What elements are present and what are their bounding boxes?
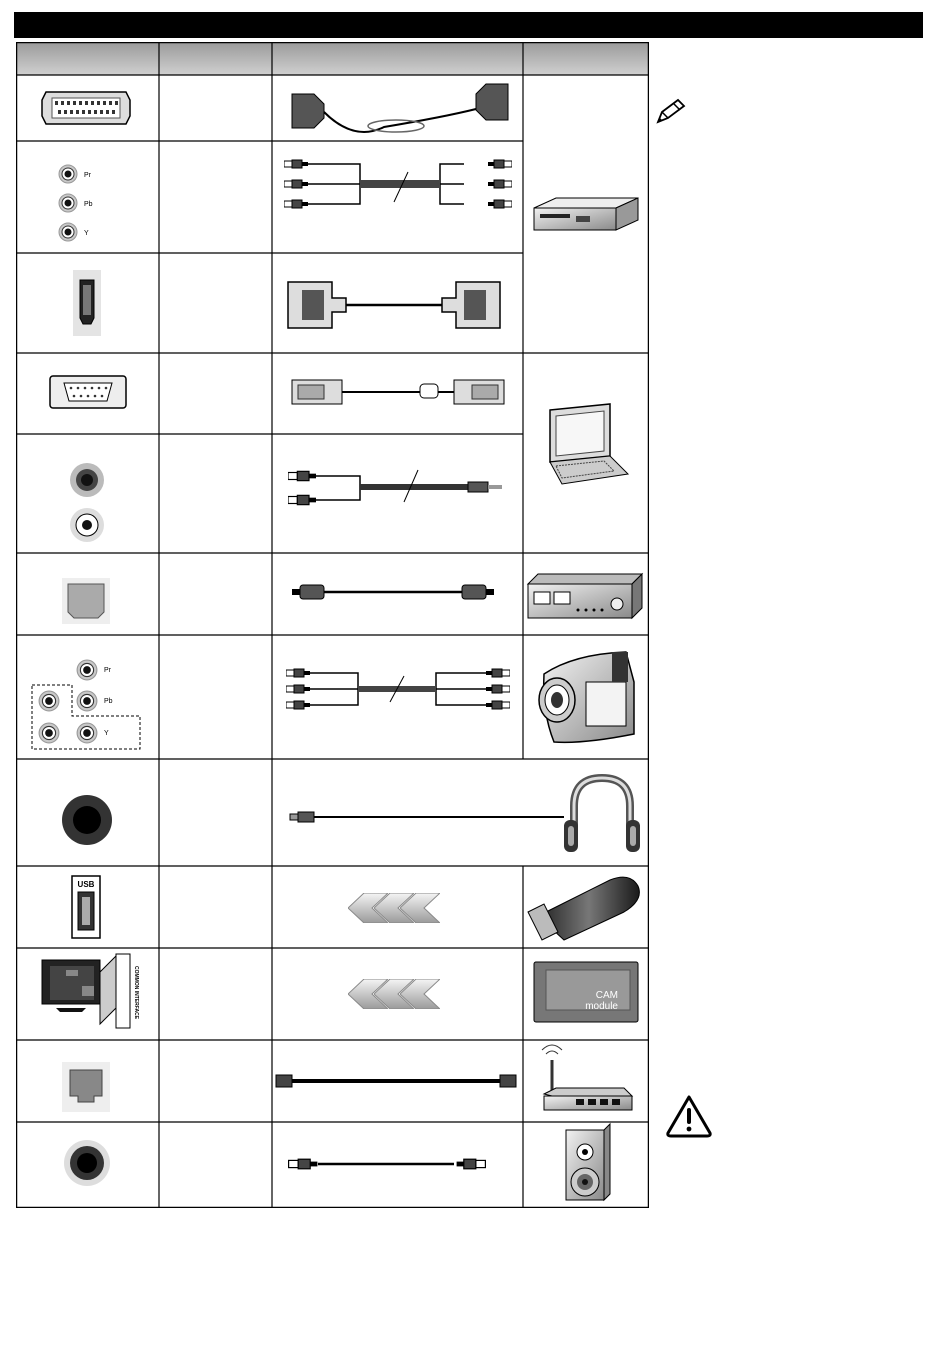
svg-text:Pr: Pr [84, 172, 91, 179]
hdmi-cable-icon [288, 282, 500, 328]
subwoofer-socket-icon [64, 1140, 110, 1186]
svg-text:Pb: Pb [104, 698, 113, 705]
usb-insert-arrows-icon [348, 893, 440, 923]
speaker-icon [566, 1124, 610, 1200]
svg-text:COMMON INTERFACE: COMMON INTERFACE [133, 966, 139, 1020]
amplifier-icon [528, 574, 642, 618]
optical-cable-icon [292, 585, 494, 599]
svg-text:Y: Y [104, 730, 109, 737]
vga-socket-icon [50, 376, 126, 408]
headphone-socket-icon [62, 795, 112, 845]
scart-socket-icon [42, 92, 130, 124]
svg-text:Y: Y [84, 230, 89, 237]
router-icon [542, 1045, 632, 1110]
headphones-icon [564, 778, 640, 852]
dvd-player-icon [534, 198, 638, 230]
ethernet-cable-icon [276, 1075, 516, 1087]
laptop-icon [550, 404, 628, 484]
svg-text:CAM: CAM [595, 990, 618, 1001]
usb-stick-icon [528, 877, 639, 940]
pencil-note-icon [652, 96, 688, 128]
svg-text:USB: USB [77, 880, 95, 889]
scart-cable-icon [292, 84, 508, 132]
svg-text:Pb: Pb [84, 201, 93, 208]
hdmi-socket-icon [73, 270, 101, 336]
side-av-cable-icon [286, 669, 510, 709]
pc-audio-cable-icon [288, 470, 502, 505]
ethernet-socket-icon [62, 1062, 110, 1112]
warning-triangle-icon [664, 1093, 714, 1139]
camcorder-icon [539, 652, 634, 742]
component-socket-icon [59, 165, 93, 241]
svg-text:module: module [585, 1001, 618, 1012]
component-cable-icon [284, 160, 512, 208]
subwoofer-cable-icon [289, 1159, 486, 1169]
optical-socket-icon [62, 578, 110, 624]
headphone-cable-icon [290, 812, 564, 822]
table-header-row [16, 42, 649, 75]
ci-slot-icon [42, 954, 139, 1028]
connections-table [16, 42, 649, 1208]
usb-socket-icon [72, 876, 100, 938]
pc-audio-socket-icon [70, 463, 104, 542]
section-title-bar [14, 12, 923, 38]
side-av-socket-icon [32, 660, 140, 749]
cam-module-icon [534, 962, 638, 1022]
svg-text:Pr: Pr [104, 667, 111, 674]
ci-insert-arrows-icon [348, 979, 440, 1009]
vga-cable-icon [292, 380, 504, 404]
